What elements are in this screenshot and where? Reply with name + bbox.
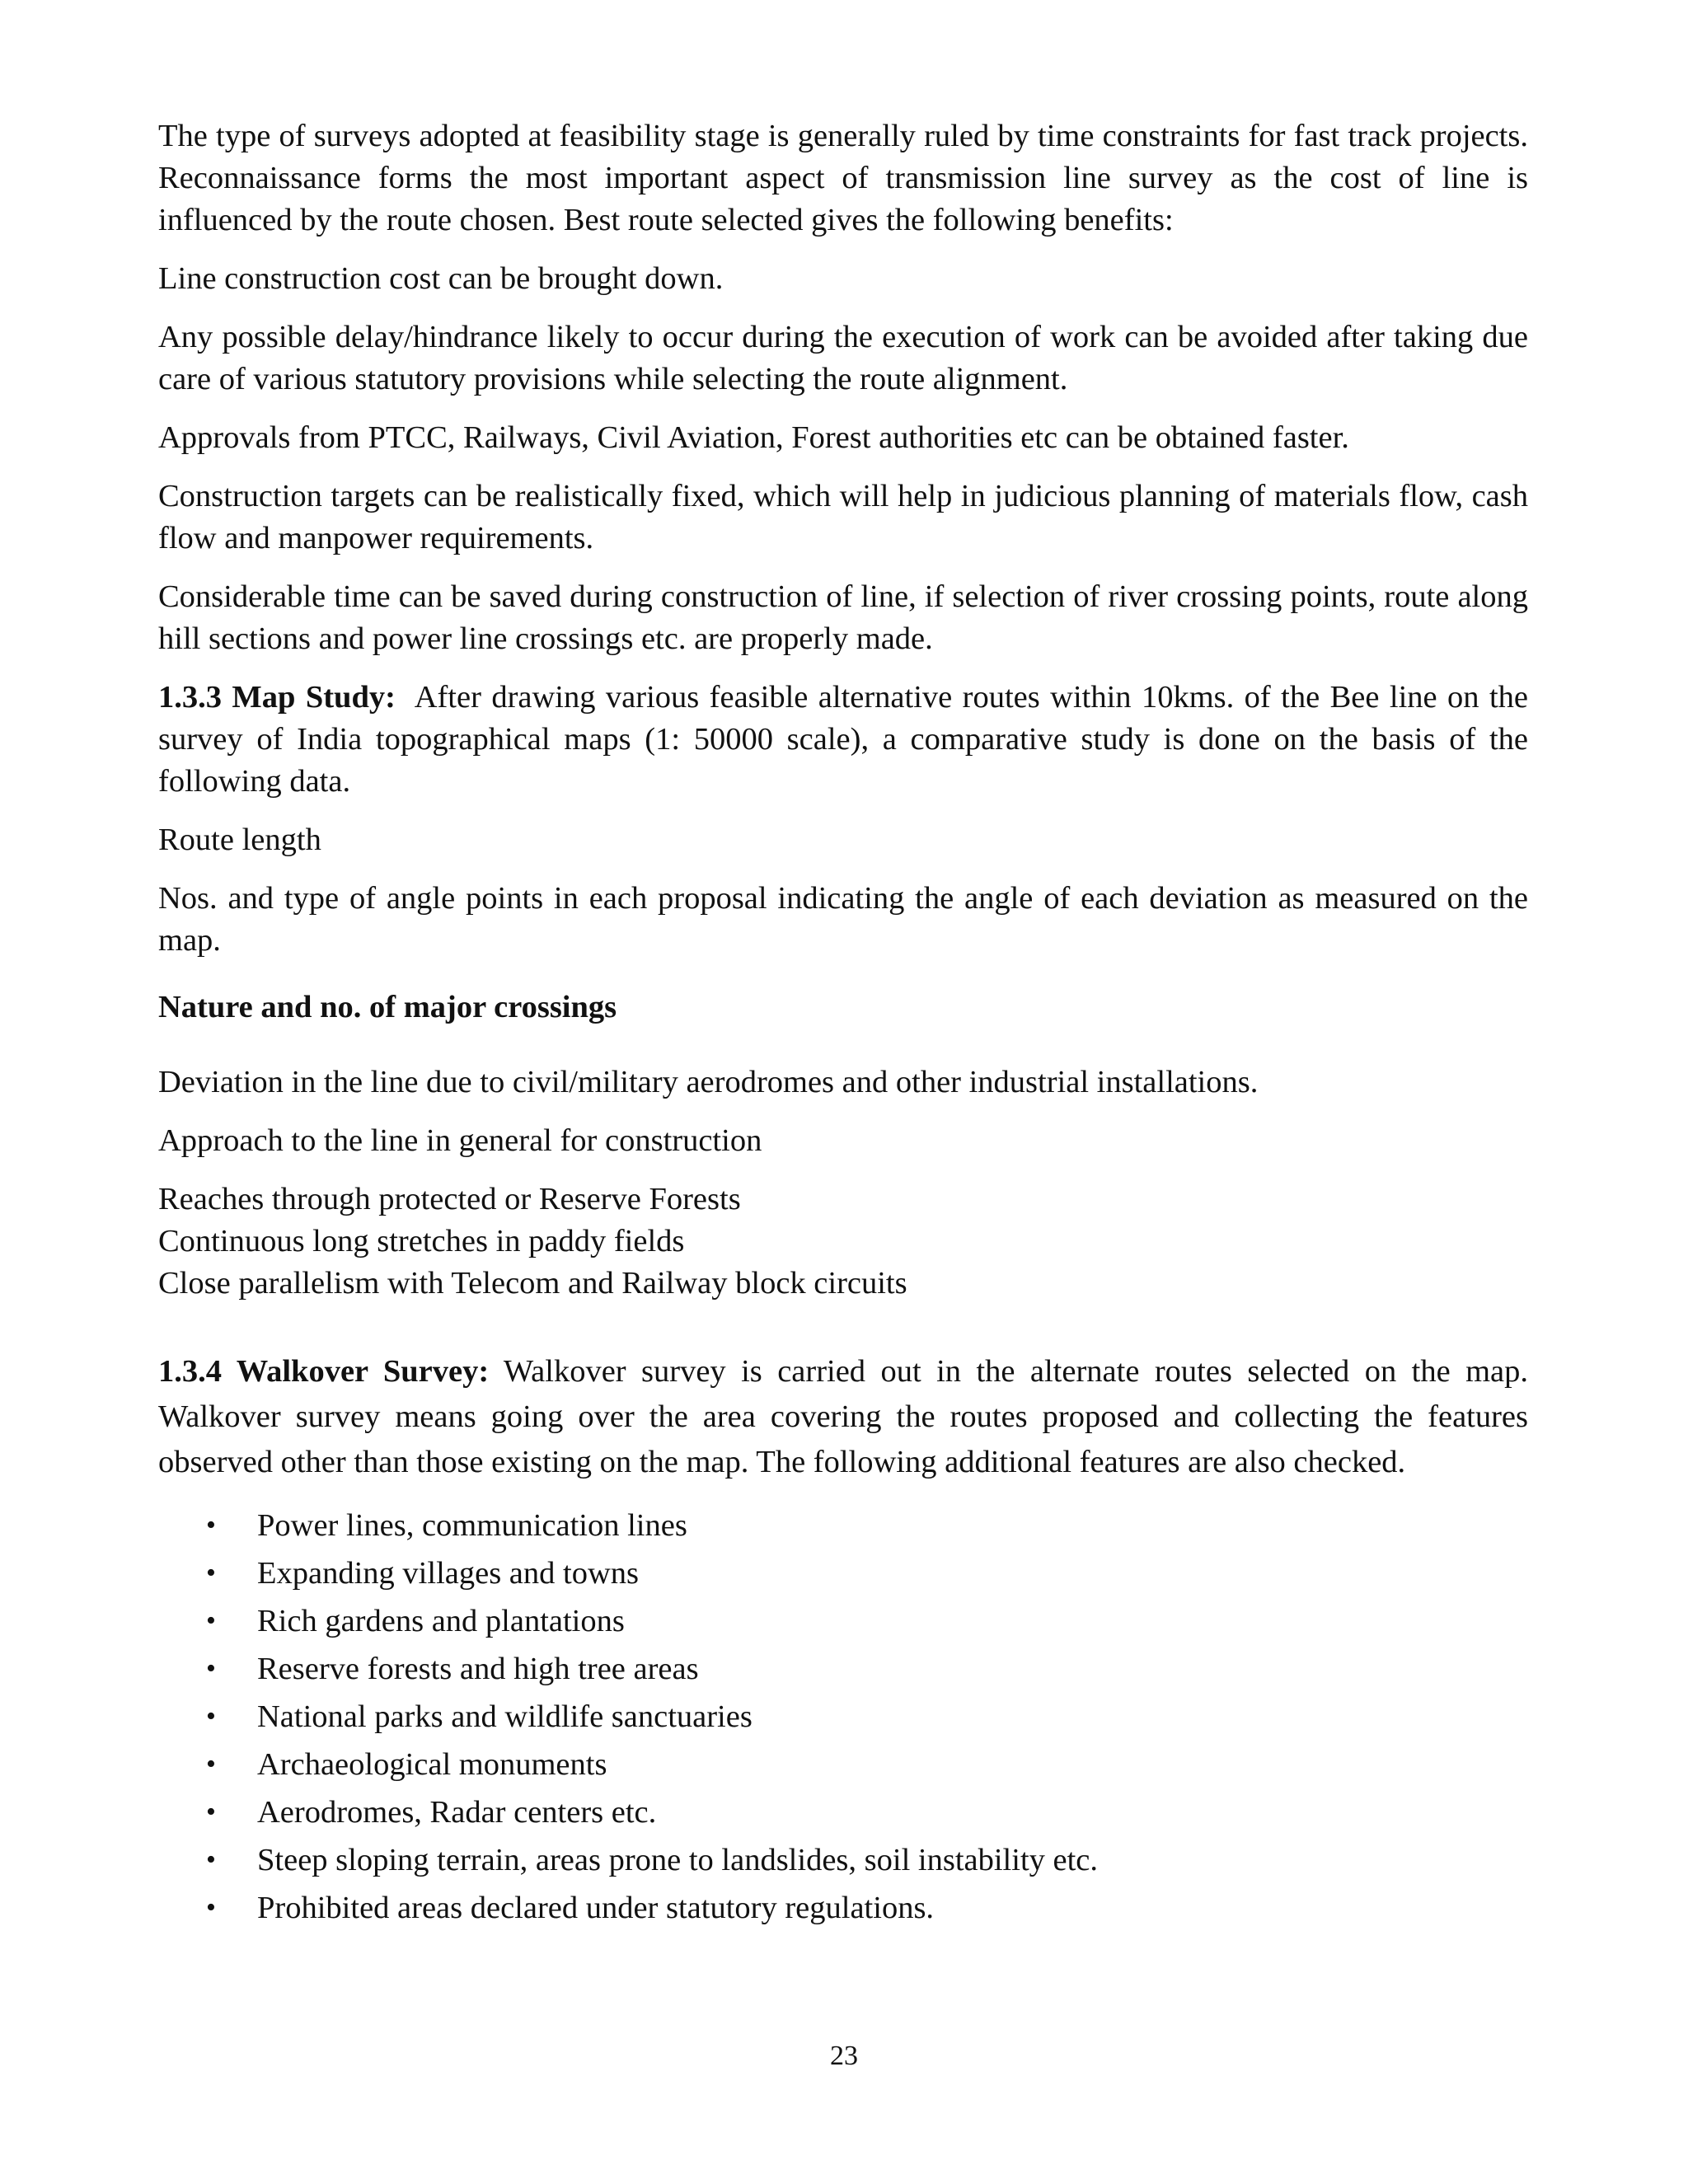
list-item bbox=[158, 1788, 1528, 1836]
walkover-text: Walkover survey is carried out in the alternate routes selected on the map. Walkover survey means going over the area covering the routes proposed and collecting the features observed other than those existing on the map. The following additional features are also checked. bbox=[158, 1354, 1529, 1479]
list-item-text: National parks and wildlife sanctuaries bbox=[257, 1699, 753, 1734]
walkover-heading: 1.3.4 Walkover Survey: bbox=[158, 1354, 490, 1389]
list-item-text: Prohibited areas declared under statutory regulations. bbox=[257, 1891, 935, 1925]
list-item-text: Aerodromes, Radar centers etc. bbox=[257, 1795, 657, 1830]
bullet-icon: • bbox=[206, 1558, 216, 1588]
map-study-item: Route length bbox=[158, 823, 321, 857]
list-item-text: Power lines, communication lines bbox=[257, 1508, 687, 1543]
list-item bbox=[158, 1645, 1528, 1693]
walkover-bullet-list bbox=[158, 1502, 1528, 1932]
list-item bbox=[158, 1836, 1528, 1884]
list-item-text: Archaeological monuments bbox=[257, 1747, 607, 1782]
list-item bbox=[158, 1502, 1528, 1549]
list-item-text: Expanding villages and towns bbox=[257, 1556, 639, 1591]
grouped-item: Close parallelism with Telecom and Railway block circuits bbox=[158, 1266, 907, 1301]
list-item-text: Rich gardens and plantations bbox=[257, 1604, 625, 1638]
grouped-items bbox=[158, 1179, 1528, 1305]
benefit-item: Approvals from PTCC, Railways, Civil Aviation, Forest authorities etc can be obtained faster. bbox=[158, 420, 1349, 455]
bullet-icon: • bbox=[206, 1510, 216, 1540]
benefit-item: Construction targets can be realistically fixed, which will help in judicious planning of materials flow, cash flow and manpower requirements. bbox=[158, 479, 1528, 555]
bullet-icon: • bbox=[206, 1797, 216, 1827]
bullet-icon: • bbox=[206, 1605, 216, 1636]
benefit-item: Line construction cost can be brought down. bbox=[158, 261, 724, 296]
crossings-heading: Nature and no. of major crossings bbox=[158, 990, 617, 1024]
map-study-item: Nos. and type of angle points in each proposal indicating the angle of each deviation as measured on the map. bbox=[158, 881, 1528, 958]
list-item bbox=[158, 1741, 1528, 1788]
list-item bbox=[158, 1549, 1528, 1597]
crossings-item: Approach to the line in general for construction bbox=[158, 1123, 762, 1158]
page-number: 23 bbox=[830, 2041, 858, 2071]
list-item-text: Reserve forests and high tree areas bbox=[257, 1652, 699, 1686]
bullet-icon: • bbox=[206, 1653, 216, 1684]
benefit-item: Any possible delay/hindrance likely to occur during the execution of work can be avoided after taking due care of various statutory provisions while selecting the route alignment. bbox=[158, 320, 1528, 396]
walkover-paragraph bbox=[158, 1349, 1528, 1485]
map-study-heading: 1.3.3 Map Study: bbox=[158, 680, 396, 715]
map-study-paragraph bbox=[158, 677, 1528, 803]
benefit-item: Considerable time can be saved during construction of line, if selection of river crossing points, route along hill sections and power line crossings etc. are properly made. bbox=[158, 579, 1528, 656]
crossings-heading-paragraph bbox=[158, 987, 1528, 1029]
bullet-icon: • bbox=[206, 1701, 216, 1732]
bullet-icon: • bbox=[206, 1844, 216, 1875]
list-item-text: Steep sloping terrain, areas prone to landslides, soil instability etc. bbox=[257, 1843, 1099, 1877]
list-item bbox=[158, 1597, 1528, 1645]
list-item bbox=[158, 1884, 1528, 1932]
bullet-icon: • bbox=[206, 1892, 216, 1923]
grouped-item: Continuous long stretches in paddy fields bbox=[158, 1224, 685, 1258]
grouped-item: Reaches through protected or Reserve Forests bbox=[158, 1182, 741, 1216]
list-item bbox=[158, 1693, 1528, 1741]
intro-paragraph: The type of surveys adopted at feasibility stage is generally ruled by time constraints for fast track projects. Reconnaissance forms the most important aspect of transmission line survey as the cost of line is influenced by the route chosen. Best route selected gives the following benefits: bbox=[158, 119, 1528, 237]
map-study-text: After drawing various feasible alternative routes within 10kms. of the Bee line on the survey of India topographical maps (1: 50000 scale), a comparative study is done on the basis of the following data. bbox=[158, 680, 1528, 799]
crossings-item: Deviation in the line due to civil/military aerodromes and other industrial installations. bbox=[158, 1065, 1259, 1099]
bullet-icon: • bbox=[206, 1749, 216, 1779]
document-page bbox=[158, 115, 1528, 1932]
